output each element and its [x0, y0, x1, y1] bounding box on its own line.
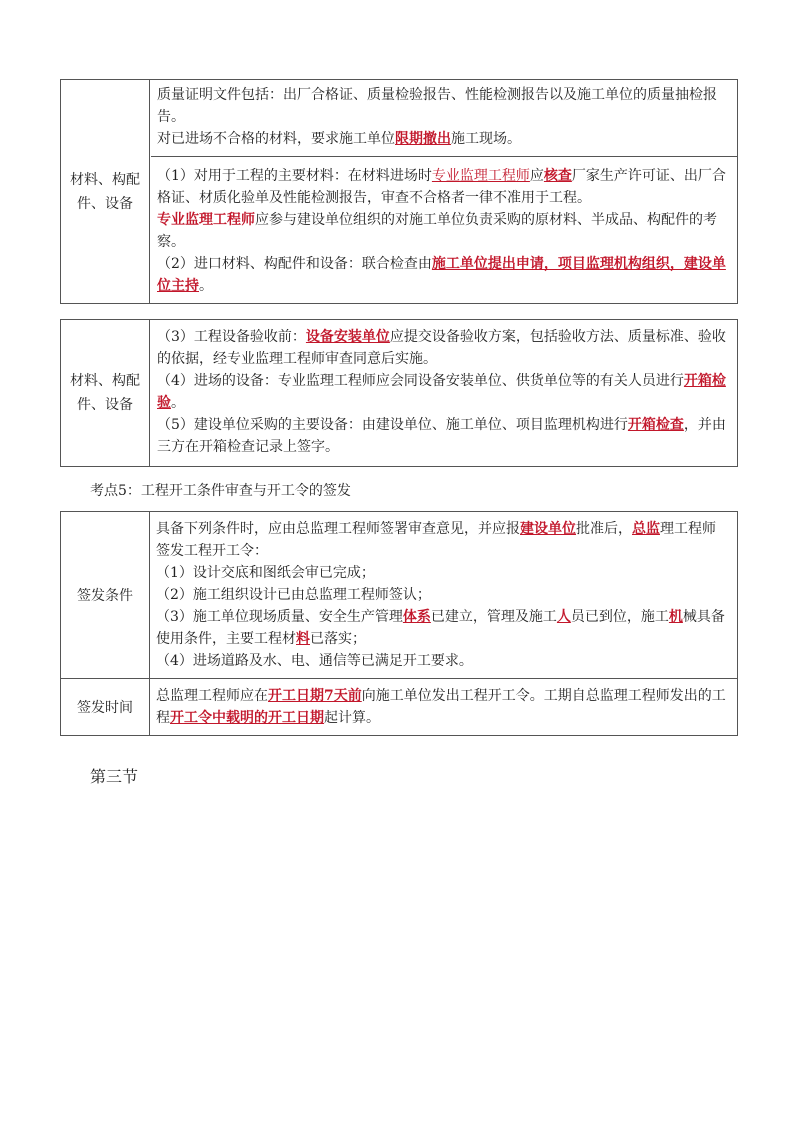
highlight-text: 开箱检查: [627, 417, 684, 433]
text-line: （3）施工单位现场质量、安全生产管理体系已建立，管理及施工人员已到位，施工机械具备使用条件，主要工程材料已落实；: [156, 609, 725, 647]
text-line: 总监理工程师应在开工日期7天前向施工单位发出工程开工令。工期自总监理工程师发出的工程开工令中载明的开工日期起计算。: [156, 688, 726, 726]
text-line: 对已进场不合格的材料，要求施工单位限期撤出施工现场。: [157, 131, 521, 147]
table-row: [61, 512, 737, 678]
highlight-text: 开工日期7天前: [268, 688, 362, 704]
highlight-text: 专业监理工程师: [431, 168, 530, 184]
materials-table-2: [60, 319, 738, 467]
highlight-text: 总监: [632, 521, 660, 537]
text-line: （4）进场的设备：专业监理工程师应会同设备安装单位、供货单位等的有关人员进行开箱检验。: [157, 373, 726, 411]
text-line: （4）进场道路及水、电、通信等已满足开工要求。: [156, 653, 473, 669]
table-row: [61, 678, 737, 735]
highlight-text: 设备安装单位: [305, 329, 390, 345]
highlight-text: 建设单位: [520, 521, 576, 537]
highlight-text: 核查: [543, 168, 572, 184]
row-label-conditions: 签发条件: [61, 512, 150, 678]
text-line: 专业监理工程师应参与建设单位组织的对施工单位负责采购的原材料、半成品、构配件的考察。: [157, 212, 717, 250]
text-line: 具备下列条件时，应由总监理工程师签署审查意见，并应报建设单位批准后，总监理工程师签发工程开工令：: [156, 521, 716, 559]
text-line: （5）建设单位采购的主要设备：由建设单位、施工单位、项目监理机构进行开箱检查，并由三方在开箱检查记录上签字。: [157, 417, 726, 455]
highlight-text: 限期撤出: [395, 131, 451, 147]
main-materials-cell: [151, 156, 737, 303]
highlight-text: 体系: [402, 609, 431, 625]
text-line: （2）进口材料、构配件和设备：联合检查由施工单位提出申请，项目监理机构组织，建设单位主持。: [157, 256, 726, 294]
row-label-materials: 材料、构配件、设备: [61, 80, 150, 303]
text-line: （1）设计交底和图纸会审已完成；: [156, 565, 375, 581]
text-line: 质量证明文件包括：出厂合格证、质量检验报告、性能检测报告以及施工单位的质量抽检报告。: [157, 87, 717, 125]
quality-certificate-cell: [151, 80, 737, 156]
highlight-text: 专业监理工程师: [157, 212, 255, 228]
highlight-text: 开箱检验: [157, 373, 726, 411]
row-label-materials: 材料、构配件、设备: [61, 320, 150, 466]
highlight-text: 开工令中载明的开工日期: [170, 710, 324, 726]
commencement-table: [60, 511, 738, 736]
section-heading: 考点5：工程开工条件审查与开工令的签发: [90, 483, 351, 499]
materials-table-1: [60, 79, 738, 304]
text-line: （3）工程设备验收前：设备安装单位应提交设备验收方案，包括验收方法、质量标准、验收的依据，经专业监理工程师审查同意后实施。: [157, 329, 726, 367]
text-line: （1）对用于工程的主要材料：在材料进场时专业监理工程师应核查厂家生产许可证、出厂合格证、材质化验单及性能检测报告，审查不合格者一律不准用于工程。: [157, 168, 726, 206]
highlight-text: 人: [556, 609, 571, 625]
section-three-heading: 第三节: [90, 767, 139, 786]
highlight-text: 料: [296, 631, 310, 647]
highlight-text: 施工单位提出申请，项目监理机构组织，建设单位主持: [157, 256, 726, 294]
time-cell: [150, 679, 737, 735]
highlight-text: 机: [668, 609, 683, 625]
text-line: （2）施工组织设计已由总监理工程师签认；: [156, 587, 431, 603]
conditions-cell: [150, 512, 737, 678]
equipment-cell: [151, 320, 737, 466]
row-label-time: 签发时间: [61, 679, 150, 735]
